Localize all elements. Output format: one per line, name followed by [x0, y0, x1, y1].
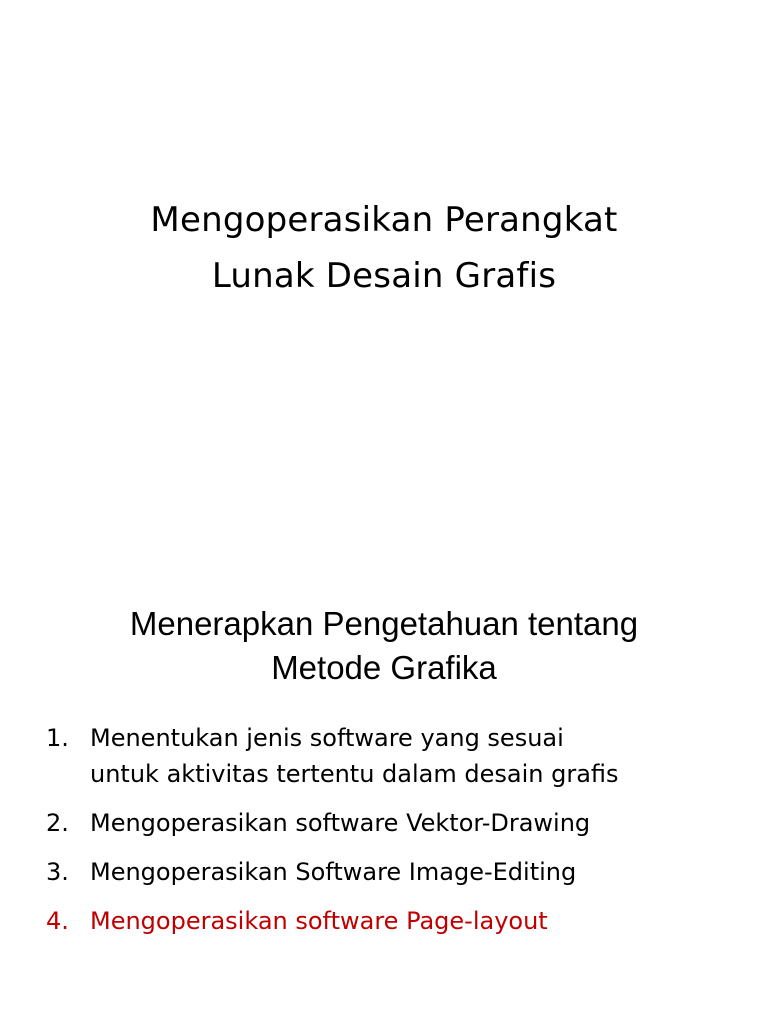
slide-title-line-2: Lunak Desain Grafis: [211, 256, 557, 296]
list-item-number: 4.: [46, 907, 69, 935]
slide-title: [0, 192, 768, 304]
list-item: [0, 805, 768, 841]
list-item-number: 1.: [46, 724, 69, 752]
list-item-text: Mengoperasikan software Vektor-Drawing: [90, 809, 591, 837]
list-item: [0, 854, 768, 890]
list-item-text-line-1: Menentukan jenis software yang sesuai: [90, 724, 564, 752]
competency-list: [0, 720, 768, 952]
list-item-highlighted: [0, 903, 768, 939]
list-item-number: 2.: [46, 809, 69, 837]
list-item-text-line-2: untuk aktivitas tertentu dalam desain grafis: [90, 760, 619, 788]
slide-title-line-1: Mengoperasikan Perangkat: [150, 200, 618, 240]
list-item-number: 3.: [46, 858, 69, 886]
list-item-text: Mengoperasikan Software Image-Editing: [90, 858, 577, 886]
slide-subtitle-line-1: Menerapkan Pengetahuan tentang: [129, 605, 639, 642]
slide-subtitle-line-2: Metode Grafika: [271, 649, 497, 686]
list-item: [0, 720, 768, 792]
list-item-text: Mengoperasikan software Page-layout: [90, 907, 548, 935]
slide-subtitle: [0, 602, 768, 690]
